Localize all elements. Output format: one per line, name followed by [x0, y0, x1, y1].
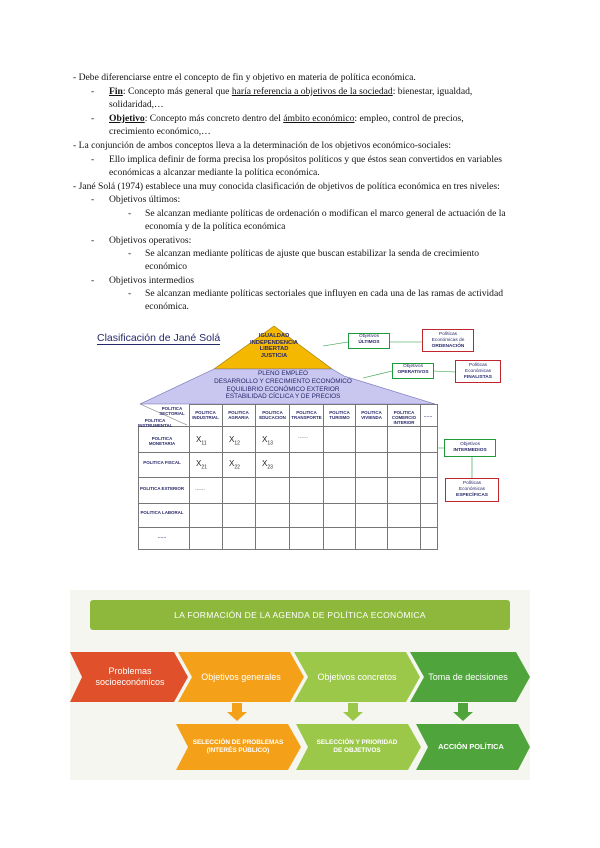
box-line: Políticas [462, 481, 482, 486]
conjuncion-detail: Ello implica definir de forma precisa los propósitos políticos y que éstos sean convertidos en variables [109, 154, 502, 165]
grid-cell [255, 477, 290, 504]
box-line: Económicas [458, 487, 486, 492]
x-base: X [196, 459, 202, 468]
grid-cell [323, 503, 356, 528]
box-politicas-ordenacion [422, 329, 474, 352]
grid-cell [138, 503, 190, 528]
col-comercio-interior: POLITICA COMERCIO INTERIOR [391, 410, 417, 425]
bullet-dash: - [128, 208, 132, 219]
x-sub: 21 [201, 464, 207, 471]
bullet-dash: - [91, 86, 95, 97]
grid-cell [387, 503, 421, 528]
box-line: Políticas [438, 332, 458, 337]
grid-cell [138, 452, 190, 478]
box-line: ÚLTIMOS [358, 340, 380, 345]
bullet-dash: - [91, 154, 95, 165]
connector-finalistas [434, 371, 455, 372]
ultimos-detail-cont: economía y de la política económica [145, 221, 286, 232]
grid-cell [355, 452, 388, 478]
top-line: LIBERTAD [259, 346, 289, 353]
grid-cell [420, 503, 438, 528]
grid-cell [289, 503, 324, 528]
cell-x22 [229, 459, 240, 471]
grid-cell [189, 503, 223, 528]
grid-cell [420, 477, 438, 504]
bullet-dash: - [128, 248, 132, 259]
corner-top-label: POLITICA SECTORIAL [159, 406, 185, 416]
step-objetivos-generales: Objetivos generales [201, 671, 281, 682]
def-fin-underline: haría referencia a objetivos de la sociedad [231, 86, 393, 97]
grid-cell [222, 477, 256, 504]
grid-cell [222, 503, 256, 528]
intermedios-detail: Se alcanzan mediante políticas sectoriales que influyen en cada una de las ramas de actividad [145, 288, 504, 299]
x-sub: 13 [267, 440, 273, 447]
top-line: IGUALDAD [258, 333, 290, 339]
def-fin-cont: solidaridad,… [109, 99, 164, 110]
grid-cell [387, 527, 421, 550]
x-base: X [262, 459, 268, 468]
grid-cell [387, 426, 421, 453]
objetivos-ultimos: Objetivos últimos: [109, 194, 181, 205]
def-objetivo [109, 113, 464, 125]
grid-cell [420, 426, 438, 453]
result-label-1: SELECCIÓN DE PROBLEMAS (INTERÉS PÚBLICO) [192, 739, 284, 754]
col-vivienda: POLITICA VIVIENDA [361, 410, 382, 420]
grid-cell [222, 527, 256, 550]
box-line: Políticas [468, 363, 488, 368]
corner-bottom-label: POLITICA INSTRUMENTAL [138, 418, 173, 428]
x-base: X [229, 459, 235, 468]
result-label-3: ACCIÓN POLÍTICA [438, 742, 504, 751]
pyramid-mid-text [188, 370, 378, 401]
agenda-banner: LA FORMACIÓN DE LA AGENDA DE POLÍTICA ECONÓMICA [90, 600, 510, 630]
intermedios-detail-cont: económica. [145, 301, 189, 312]
row-monetaria: POLITICA MONETARIA [148, 436, 176, 446]
paragraph-conjuncion: - La conjunción de ambos conceptos lleva a la determinación de los objetivos económico-sociales: [73, 140, 452, 151]
operativos-detail: Se alcanzan mediante políticas de ajuste que buscan estabilizar la senda de crecimiento [145, 248, 480, 259]
mid-line: PLENO EMPLEO [257, 370, 309, 377]
cell-dots-r3: …… [195, 486, 205, 492]
operativos-detail-cont: económico [145, 261, 188, 272]
box-line: Objetivos [460, 442, 480, 447]
cell-x21 [196, 459, 207, 471]
step-toma-decisiones: Toma de decisiones [428, 671, 508, 682]
box-objetivos-intermedios [444, 439, 496, 457]
bullet-dash: - [91, 113, 95, 124]
grid-cell [420, 527, 438, 550]
col-agraria: POLITICA AGRARIA [228, 410, 249, 420]
box-line: ORDENACIÓN [431, 344, 465, 349]
bullet-dash: - [128, 288, 132, 299]
box-objetivos-operativos [392, 363, 434, 379]
diagram-title: Clasificación de Jané Solá [97, 332, 221, 344]
top-line: JUSTICIA [260, 352, 288, 359]
agenda-diagram [70, 590, 530, 780]
box-line: Económicas de [431, 338, 465, 343]
x-sub: 12 [234, 440, 240, 447]
def-fin-part: : Concepto más general que [122, 86, 232, 97]
ultimos-detail: Se alcanzan mediante políticas de ordenación o modifican el marco general de actuación de la [145, 208, 506, 219]
box-politicas-especificas [445, 478, 499, 502]
paragraph-fin-objetivo: - Debe diferenciarse entre el concepto de fin y objetivo en materia de política económica. [73, 72, 416, 83]
arrow-down-2 [343, 703, 363, 721]
pyramid-top-text [242, 333, 306, 359]
x-sub: 23 [267, 464, 273, 471]
box-objetivos-ultimos [348, 333, 390, 349]
term-objetivo: Objetivo [109, 113, 145, 124]
def-obj-part: : empleo, control de precios, [354, 113, 464, 124]
conjuncion-detail-cont: económicas a alcanzar mediante la política económica. [109, 167, 320, 178]
row-more: …… [157, 534, 167, 539]
jane-sola-diagram [92, 322, 510, 547]
row-fiscal: POLITICA FISCAL [143, 460, 181, 465]
mid-line: DESARROLLO Y CRECIMIENTO ECONÓMICO [214, 377, 352, 385]
grid-cell [355, 426, 388, 453]
def-fin-part: : bienestar, igualdad, [392, 86, 473, 97]
box-line: INTERMEDIOS [453, 448, 487, 453]
arrow-down-3 [453, 703, 473, 721]
box-line: Objetivos [403, 364, 423, 369]
grid-cell [355, 503, 388, 528]
grid-cell [323, 527, 356, 550]
box-line: ESPECÍFICAS [456, 493, 488, 498]
step-problemas: Problemas socioeconómicos [95, 666, 165, 687]
box-line: OPERATIVOS [397, 370, 429, 375]
grid-cell [420, 452, 438, 478]
box-line: FINALISTAS [464, 375, 492, 380]
arrow-down-1 [227, 703, 247, 721]
cell-x23 [262, 459, 273, 471]
cell-x12 [229, 435, 240, 447]
grid-cell [289, 527, 324, 550]
def-obj-part: : Concepto más concreto dentro del [144, 113, 284, 124]
step-objetivos-concretos: Objetivos concretos [317, 671, 397, 682]
grid-cell [323, 452, 356, 478]
col-transporte: POLITICA TRANSPORTE [291, 410, 322, 420]
mid-line: ESTABILIDAD CÍCLICA Y DE PRECIOS [225, 393, 341, 401]
grid-cell [289, 452, 324, 478]
def-obj-underline: ámbito económico [283, 113, 355, 124]
def-fin [109, 86, 472, 98]
box-line: Económicas [464, 369, 492, 374]
grid-cell [387, 477, 421, 504]
grid-cell [323, 426, 356, 453]
col-more: …… [423, 413, 433, 418]
grid-cell [355, 527, 388, 550]
grid-cell [289, 477, 324, 504]
box-line: Objetivos [359, 334, 379, 339]
x-base: X [229, 435, 235, 444]
bullet-dash: - [91, 275, 95, 286]
x-base: X [196, 435, 202, 444]
grid-cell [387, 452, 421, 478]
row-exterior: POLITICA EXTERIOR [140, 486, 184, 491]
grid-cell [255, 503, 290, 528]
top-line: INDEPENDENCIA [250, 339, 298, 346]
grid-cell [355, 477, 388, 504]
col-turismo: POLITICA TURISMO [329, 410, 350, 420]
bullet-dash: - [91, 235, 95, 246]
x-sub: 11 [201, 440, 207, 447]
bullet-dash: - [91, 194, 95, 205]
cell-x13 [262, 435, 273, 447]
x-sub: 22 [234, 464, 240, 471]
row-laboral: POLITICA LABORAL [140, 510, 184, 515]
connector-ultimos [323, 342, 348, 346]
objetivos-intermedios: Objetivos intermedios [109, 275, 194, 286]
cell-dots-r1: …… [298, 434, 308, 440]
cell-x11 [196, 435, 207, 447]
paragraph-jane-sola: - Jané Solá (1974) establece una muy conocida clasificación de objetivos de política económica en tres niveles: [73, 181, 500, 192]
objetivos-operativos: Objetivos operativos: [109, 235, 192, 246]
def-objetivo-cont: crecimiento económico,… [109, 126, 211, 137]
result-label-2: SELECCIÓN Y PRIORIDAD DE OBJETIVOS [316, 739, 398, 754]
col-educacion: POLITICA EDUCACION [259, 410, 286, 420]
x-base: X [262, 435, 268, 444]
box-politicas-finalistas [455, 360, 501, 383]
grid-cell [189, 527, 223, 550]
grid-cell [255, 527, 290, 550]
col-industrial: POLITICA INDUSTRIAL [192, 410, 219, 420]
grid-cell [323, 477, 356, 504]
term-fin: Fin [109, 86, 123, 97]
mid-line: EQUILIBRIO ECONÓMICO EXTERIOR [226, 385, 340, 393]
